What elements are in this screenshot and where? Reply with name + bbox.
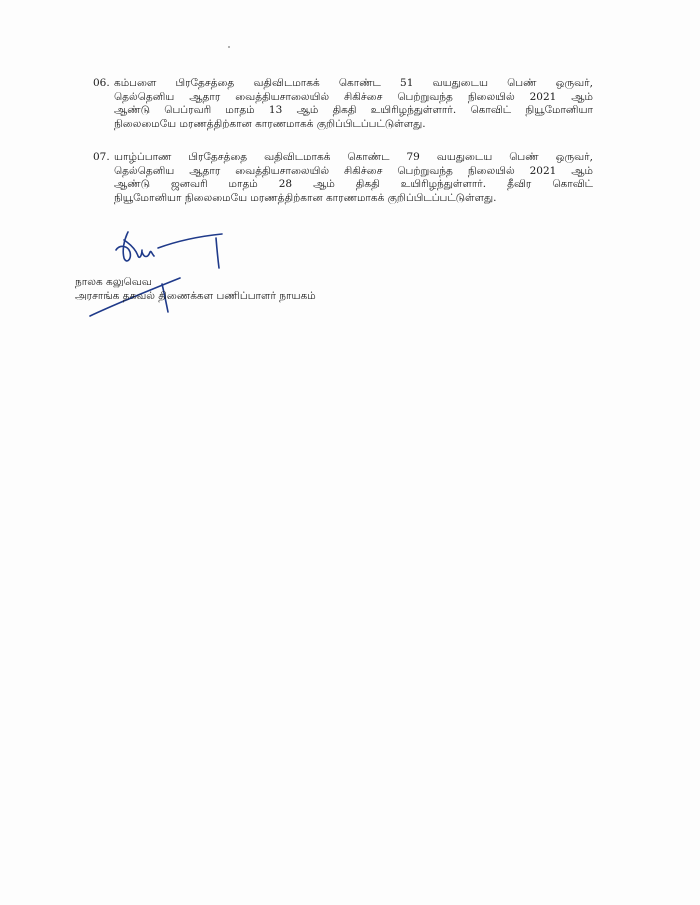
scan-speck [228, 46, 230, 48]
item-number: 06. [93, 77, 110, 89]
item-line: யாழ்ப்பாண பிரதேசத்தை வதிவிடமாகக் கொண்ட 79 வயதுடைய பெண் ஒருவர், [114, 151, 593, 163]
item-line: ஆண்டு ஜனவரி மாதம் 28 ஆம் திகதி உயிரிழந்துள்ளார். தீவிர கொவிட் [114, 178, 593, 190]
item-line: ஆண்டு பெப்ரவரி மாதம் 13 ஆம் திகதி உயிரிழந்துள்ளார். கொவிட் நியூமோனியா [114, 104, 593, 116]
signatory-title: அரசாங்க தகவல் திணைக்கள பணிப்பாளர் நாயகம் [75, 290, 316, 302]
item-number: 07. [93, 151, 110, 163]
item-line: நியூமோனியா நிலைமையே மரணத்திற்கான காரணமாகக் குறிப்பிடப்பட்டுள்ளது. [114, 191, 497, 204]
signatory-name: நாலக கலுவெவ [75, 276, 152, 288]
item-line: தெல்தெனிய ஆதார வைத்தியசாலையில் சிகிச்சை பெற்றுவந்த நிலையில் 2021 ஆம் [114, 90, 593, 103]
item-text [114, 151, 593, 205]
item-line: கம்பளை பிரதேசத்தை வதிவிடமாகக் கொண்ட 51 வயதுடைய பெண் ஒருவர், [114, 77, 593, 89]
item-line: நிலைமையே மரணத்திற்கான காரணமாகக் குறிப்பிடப்பட்டுள்ளது. [114, 117, 426, 130]
signatory-block [75, 275, 316, 303]
item-line: தெல்தெனிய ஆதார வைத்தியசாலையில் சிகிச்சை பெற்றுவந்த நிலையில் 2021 ஆம் [114, 164, 593, 177]
item-text [114, 77, 593, 131]
